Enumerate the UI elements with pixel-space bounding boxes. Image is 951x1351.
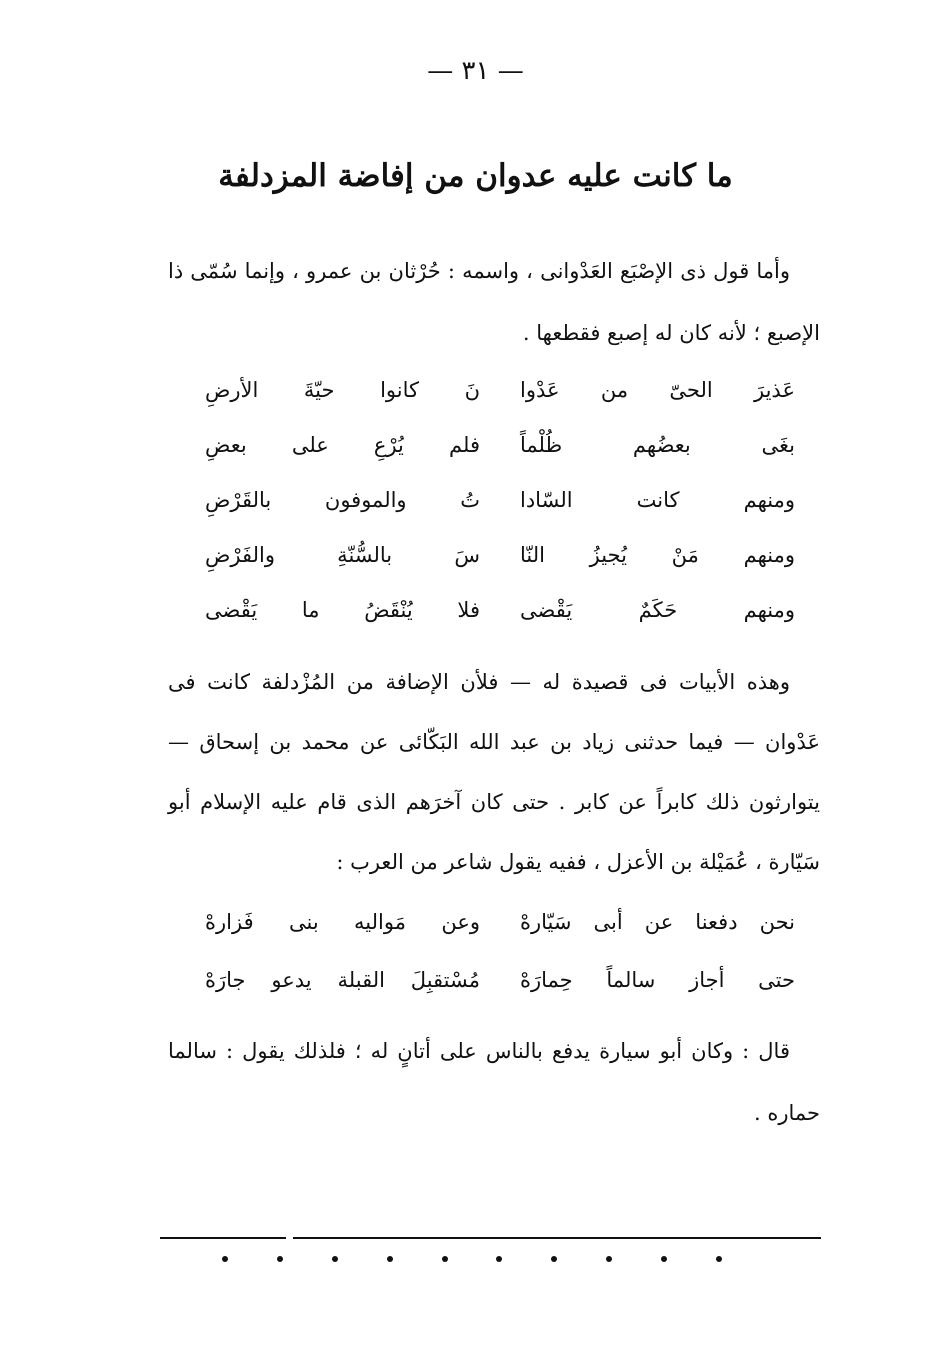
verse-5: [205, 582, 795, 637]
hemistich-second: فلم يُرْعِ على بعضِ: [205, 432, 480, 457]
ornament-dot: [442, 1256, 448, 1262]
hemistich-first: ومنهم كانت السّادا: [520, 487, 795, 512]
ornament-dot: [222, 1256, 228, 1262]
hemistich-first: نحن دفعنا عن أبى سَيّارهْ: [520, 910, 795, 934]
ornament-dot: [606, 1256, 612, 1262]
paragraph-history: وهذه الأبيات فى قصيدة له — فلأن الإضافة من المُزْدلفة كانت فى عَدْوان — فيما حدثنى زياد بن عبد الله البَكّائى عن محمد بن إسحاق — يتوارثون ذلك كابراً عن كابر . حتى كان آخرَهم الذى قام عليه الإسلام أبو سَيّارة ، عُمَيْلة بن الأعزل ، ففيه يقول شاعر من العرب :: [168, 670, 820, 874]
verse-1: [205, 893, 795, 951]
ornament-dot: [332, 1256, 338, 1262]
hemistich-first: حتى أجاز سالماً حِمارَهْ: [520, 968, 795, 992]
poem-dhul-isba: [205, 362, 795, 637]
hemistich-first: ومنهم حَكَمٌ يَقْضى: [520, 597, 795, 622]
hemistich-first: بغَى بعضُهم ظُلْماً: [520, 432, 795, 457]
footer-dot-row: [222, 1256, 722, 1262]
ornament-dot: [496, 1256, 502, 1262]
hemistich-first: ومنهم مَنْ يُجيزُ النّا: [520, 542, 795, 567]
hemistich-second: وعن مَواليه بنى فَزارهْ: [205, 910, 480, 934]
footer-rule-long: [293, 1237, 821, 1239]
hemistich-second: نَ كانوا حيّةَ الأرضِ: [205, 377, 480, 402]
verse-2: [205, 951, 795, 1009]
hemistich-second: مُسْتقبِلَ القبلة يدعو جارَهْ: [205, 968, 480, 992]
hemistich-second: فلا يُنْقَضُ ما يَقْضى: [205, 597, 480, 622]
ornament-dot: [716, 1256, 722, 1262]
ornament-dot: [661, 1256, 667, 1262]
verse-3: [205, 472, 795, 527]
hemistich-first: عَذيرَ الحىّ من عَدْوا: [520, 377, 795, 402]
poem-abu-sayyara: [205, 893, 795, 1009]
hemistich-second: سَ بالسُّنّةِ والفَرْضِ: [205, 542, 480, 567]
ornament-dot: [277, 1256, 283, 1262]
verse-4: [205, 527, 795, 582]
footer-rule-short: [160, 1237, 286, 1239]
chapter-title: ما كانت عليه عدوان من إفاضة المزدلفة: [218, 158, 733, 194]
verse-1: [205, 362, 795, 417]
page-number: — ٣١ —: [427, 56, 524, 86]
hemistich-second: تُ والموفون بالقَرْضِ: [205, 487, 480, 512]
paragraph-closing: قال : وكان أبو سيارة يدفع بالناس على أتانٍ له ؛ فلذلك يقول : سالما حماره .: [168, 1039, 820, 1125]
ornament-dot: [551, 1256, 557, 1262]
ornament-dot: [387, 1256, 393, 1262]
paragraph-intro: وأما قول ذى الإصْبَع العَدْوانى ، واسمه : حُرْثان بن عمرو ، وإنما سُمّى ذا الإصبع ؛ لأنه كان له إصبع فقطعها .: [168, 259, 820, 345]
verse-2: [205, 417, 795, 472]
